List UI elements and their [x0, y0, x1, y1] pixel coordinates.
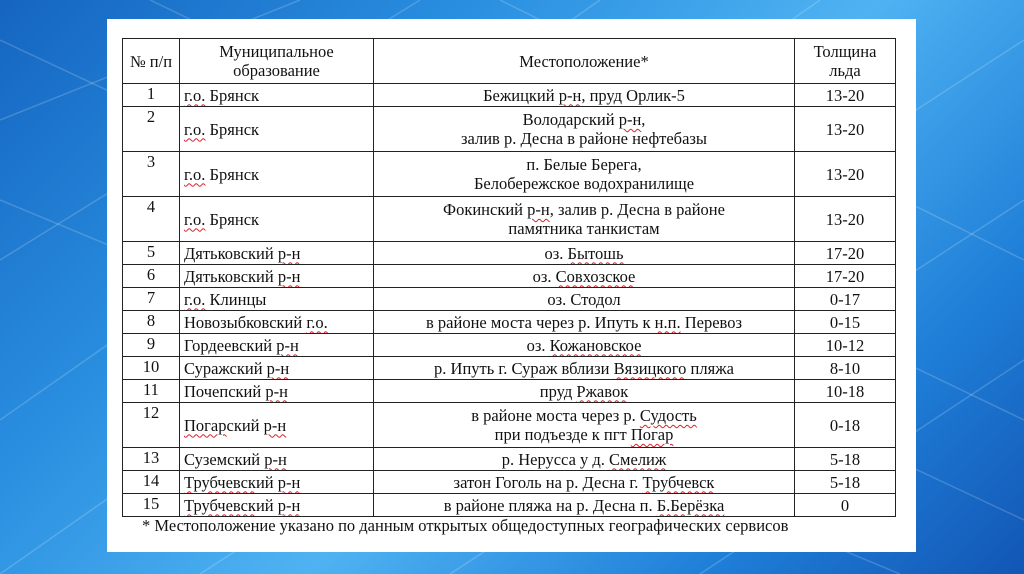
location-line: оз. Стодол: [547, 289, 621, 309]
municipality-text: г.о. Клинцы: [184, 289, 267, 309]
table-row: [123, 403, 896, 448]
table-row: [123, 448, 896, 471]
ice-thickness-cell: 10-18: [795, 380, 896, 403]
municipality-text: Трубчевский р-н: [184, 472, 301, 492]
row-number: 2: [123, 107, 180, 152]
row-number: 11: [123, 380, 180, 403]
row-number: 4: [123, 197, 180, 242]
ice-thickness-cell: 13-20: [795, 152, 896, 197]
table-body: [123, 84, 896, 517]
location-cell: [374, 197, 795, 242]
row-number: 1: [123, 84, 180, 107]
location-line: Белобережское водохранилище: [473, 174, 695, 193]
location-line: затон Гоголь на р. Десна г. Трубчевск: [453, 472, 715, 492]
ice-thickness-cell: 17-20: [795, 242, 896, 265]
municipality-text: г.о. Брянск: [184, 85, 260, 105]
location-cell: [374, 380, 795, 403]
municipality-cell: [180, 403, 374, 448]
ice-thickness-cell: 13-20: [795, 84, 896, 107]
municipality-text: г.о. Брянск: [184, 119, 260, 139]
row-number: 5: [123, 242, 180, 265]
location-line: в районе пляжа на р. Десна п. Б.Берёзка: [443, 495, 725, 515]
municipality-text: Гордеевский р-н: [184, 335, 299, 355]
table-row: [123, 494, 896, 517]
row-number: 12: [123, 403, 180, 448]
row-number: 9: [123, 334, 180, 357]
location-cell: [374, 494, 795, 517]
content-sheet: [107, 19, 916, 552]
table-row: [123, 107, 896, 152]
ice-thickness-cell: 8-10: [795, 357, 896, 380]
row-number: 6: [123, 265, 180, 288]
ice-thickness-cell: 0-18: [795, 403, 896, 448]
ice-thickness-cell: 0-17: [795, 288, 896, 311]
location-line: памятника танкистам: [508, 219, 660, 238]
municipality-cell: [180, 471, 374, 494]
row-number: 3: [123, 152, 180, 197]
municipality-text: Почепский р-н: [184, 381, 288, 401]
location-line: оз. Совхозское: [532, 266, 636, 286]
location-line: п. Белые Берега,: [526, 155, 642, 174]
row-number: 10: [123, 357, 180, 380]
location-line: при подъезде к пгт Погар: [494, 425, 674, 444]
header-municipality: Муниципальное образование: [180, 39, 374, 84]
location-cell: [374, 334, 795, 357]
location-line: в районе моста через р. Судость: [471, 406, 697, 425]
municipality-text: Суражский р-н: [184, 358, 290, 378]
location-cell: [374, 357, 795, 380]
table-header-row: [123, 39, 896, 84]
municipality-cell: [180, 84, 374, 107]
table-row: [123, 380, 896, 403]
ice-thickness-cell: 5-18: [795, 448, 896, 471]
location-cell: [374, 403, 795, 448]
footnote: * Местоположение указано по данным открытых общедоступных географических сервисов: [142, 516, 789, 535]
municipality-text: г.о. Брянск: [184, 209, 260, 229]
location-line: Бежицкий р-н, пруд Орлик-5: [483, 85, 685, 105]
municipality-text: Погарский р-н: [184, 415, 287, 435]
municipality-text: Новозыбковский г.о.: [184, 312, 328, 332]
location-cell: [374, 471, 795, 494]
table-row: [123, 288, 896, 311]
municipality-cell: [180, 311, 374, 334]
table-row: [123, 152, 896, 197]
table-row: [123, 334, 896, 357]
ice-thickness-cell: 0: [795, 494, 896, 517]
location-cell: [374, 242, 795, 265]
municipality-cell: [180, 197, 374, 242]
municipality-text: Дятьковский р-н: [184, 266, 301, 286]
ice-thickness-cell: 13-20: [795, 107, 896, 152]
municipality-cell: [180, 242, 374, 265]
municipality-cell: [180, 380, 374, 403]
location-cell: [374, 84, 795, 107]
ice-thickness-cell: 10-12: [795, 334, 896, 357]
ice-thickness-cell: 0-15: [795, 311, 896, 334]
location-line: р. Ипуть г. Сураж вблизи Вязицкого пляжа: [434, 358, 734, 378]
row-number: 14: [123, 471, 180, 494]
row-number: 7: [123, 288, 180, 311]
municipality-cell: [180, 107, 374, 152]
municipality-text: г.о. Брянск: [184, 164, 260, 184]
location-cell: [374, 152, 795, 197]
municipality-cell: [180, 448, 374, 471]
location-line: в районе моста через р. Ипуть к н.п. Перевоз: [426, 312, 742, 332]
table-row: [123, 84, 896, 107]
ice-thickness-cell: 17-20: [795, 265, 896, 288]
table-row: [123, 197, 896, 242]
header-num: № п/п: [123, 39, 180, 84]
municipality-cell: [180, 334, 374, 357]
municipality-cell: [180, 357, 374, 380]
location-line: оз. Кожановское: [526, 335, 642, 355]
municipality-cell: [180, 288, 374, 311]
ice-thickness-table: [122, 38, 896, 517]
header-location: Местоположение*: [374, 39, 795, 84]
location-line: залив р. Десна в районе нефтебазы: [460, 129, 707, 148]
location-line: пруд Ржавок: [539, 381, 629, 401]
row-number: 15: [123, 494, 180, 517]
location-line: Володарский р-н,: [522, 110, 646, 129]
location-cell: [374, 265, 795, 288]
ice-thickness-cell: 5-18: [795, 471, 896, 494]
location-cell: [374, 448, 795, 471]
municipality-cell: [180, 152, 374, 197]
municipality-text: Дятьковский р-н: [184, 243, 301, 263]
municipality-text: Трубчевский р-н: [184, 495, 301, 515]
location-cell: [374, 311, 795, 334]
location-line: Фокинский р-н, залив р. Десна в районе: [443, 200, 725, 219]
row-number: 13: [123, 448, 180, 471]
location-line: оз. Бытошь: [544, 243, 624, 263]
location-cell: [374, 288, 795, 311]
location-line: р. Нерусса у д. Смелиж: [501, 449, 667, 469]
table-row: [123, 311, 896, 334]
table-row: [123, 265, 896, 288]
table-row: [123, 357, 896, 380]
table-row: [123, 242, 896, 265]
ice-thickness-cell: 13-20: [795, 197, 896, 242]
municipality-cell: [180, 494, 374, 517]
location-cell: [374, 107, 795, 152]
municipality-text: Суземский р-н: [184, 449, 287, 469]
header-ice-thickness: Толщина льда: [795, 39, 896, 84]
municipality-cell: [180, 265, 374, 288]
table-row: [123, 471, 896, 494]
row-number: 8: [123, 311, 180, 334]
